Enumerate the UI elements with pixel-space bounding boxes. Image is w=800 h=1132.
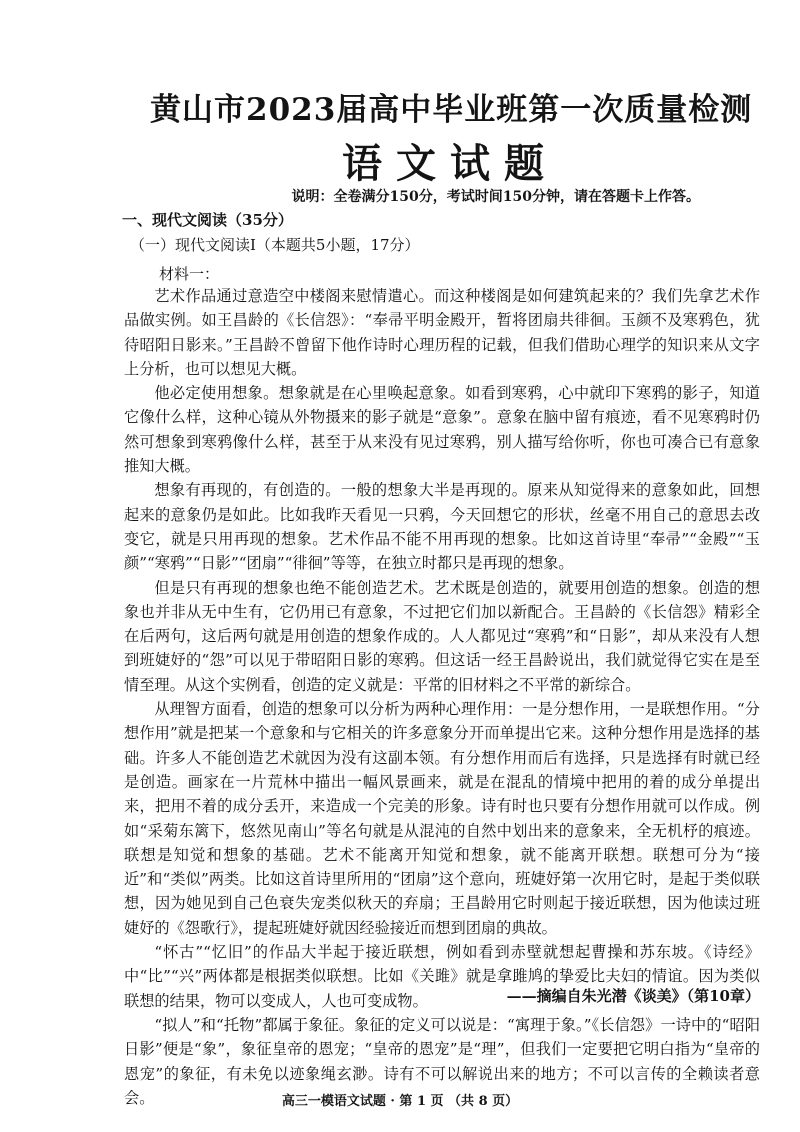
exam-instructions: 说明：全卷满分150分，考试时间150分钟，请在答题卡上作答。 [291,189,700,205]
passage-paragraph: 想象有再现的，有创造的。一般的想象大半是再现的。原来从知觉得来的意象如此，回想起来的意象仍是如此。比如我昨天看见一只鸦，今天回想它的形状，丝毫不用自己的意思去改变它，就是只用再现的想象。艺术作品不能不用再现的想象。比如这首诗里“奉帚”“金殿”“玉颜”“寒鸦”“日影”“团扇”“徘徊”等等，在独立时都只是再现的想象。 [124,481,760,573]
exam-title: 黄山市2023届高中毕业班第一次质量检测 [150,92,753,128]
passage-paragraph: 从理智方面看，创造的想象可以分析为两种心理作用：一是分想作用，一是联想作用。“分想作用”就是把某一个意象和与它相关的许多意象分开而单提出它来。这种分想作用是选择的基础。许多人不能创造艺术就因为没有这副本领。有分想作用而后有选择，只是选择有时就已经是创造。画家在一片荒林中描出一幅风景画来，就是在混乱的情境中把用的着的成分单提出来，把用不着的成分丢开，来造成一个完美的形象。诗有时也只要有分想作用就可以作成。例如“采菊东篱下，悠然见南山”等名句就是从混沌的自然中划出来的意象来，全无机杼的痕迹。联想是知觉和想象的基础。艺术不能离开知觉和想象，就不能离开联想。联想可分为“接近”和“类似”两类。比如这首诗里所用的“团扇”这个意向，班婕妤第一次用它时，是起于类似联想，因为她见到自己色衰失宠类似秋天的弃扇；王昌龄用它时则起于接近联想，因为他读过班婕妤的《怨歌行》，提起班婕妤就因经验接近而想到团扇的典故。 [124,700,760,937]
source-citation: ——摘编自朱光潜《谈美》（第10章） [506,987,760,1005]
passage-paragraph: 但是只有再现的想象也绝不能创造艺术。艺术既是创造的，就要用创造的想象。创造的想象也并非从无中生有，它仍用已有意象，不过把它们加以新配合。王昌龄的《长信怨》精彩全在后两句，这后两句就是用创造的想象作成的。人人都见过“寒鸦”和“日影”，却从来没有人想到班婕妤的“怨”可以见于带昭阳日影的寒鸦。但这话一经王昌龄说出，我们就觉得它实在是至情至理。从这个实例看，创造的定义就是：平常的旧材料之不平常的新综合。 [124,578,760,694]
passage-paragraph: “怀古”“忆旧”的作品大半起于接近联想，例如看到赤壁就想起曹操和苏东坡。《诗经》中“比”“兴”两体都是根据类似联想。比如《关雎》就是拿雎鸠的挚爱比夫妇的情谊。因为类似联想的结果，物可以变成人，人也可变成物。 [124,943,760,1010]
passage-paragraph: 艺术作品通过意造空中楼阁来慰情遣心。而这种楼阁是如何建筑起来的？我们先拿艺术作品做实例。如王昌龄的《长信怨》：“奉帚平明金殿开，暂将团扇共徘徊。玉颜不及寒鸦色，犹待昭阳日影来。”王昌龄不曾留下他作诗时心理历程的记载，但我们借助心理学的知识来从文字上分析，也可以想见大概。 [124,287,760,378]
section-heading: 一、现代文阅读（35分） [122,211,293,229]
material-label: 材料一： [159,265,220,283]
subject-title: 语文试题 [342,140,558,187]
page-footer: 高三一模语文试题 · 第 1 页 （共 8 页） [281,1094,519,1109]
passage-paragraph: 他必定使用想象。想象就是在心里唤起意象。如看到寒鸦，心中就印下寒鸦的影子，知道它像什么样，这种心镜从外物摄来的影子就是“意象”。意象在脑中留有痕迹，看不见寒鸦时仍然可想象到寒鸦像什么样，甚至于从来没有见过寒鸦，别人描写给你听，你也可凑合已有意象推知大概。 [124,384,760,476]
passage-paragraph: “拟人”和“托物”都属于象征。象征的定义可以说是：“寓理于象。”《长信怨》一诗中的“昭阳日影”便是“象”，象征皇帝的恩宠；“皇帝的恩宠”是“理”，但我们一定要把它明白指为“皇帝的恩宠”的象征，有未免以迹象绳玄渺。诗有不可以解说出来的地方；不可以言传的全赖读者意会。 [124,1015,760,1107]
subsection-heading: （一）现代文阅读Ⅰ（本题共5小题，17分） [130,236,420,254]
